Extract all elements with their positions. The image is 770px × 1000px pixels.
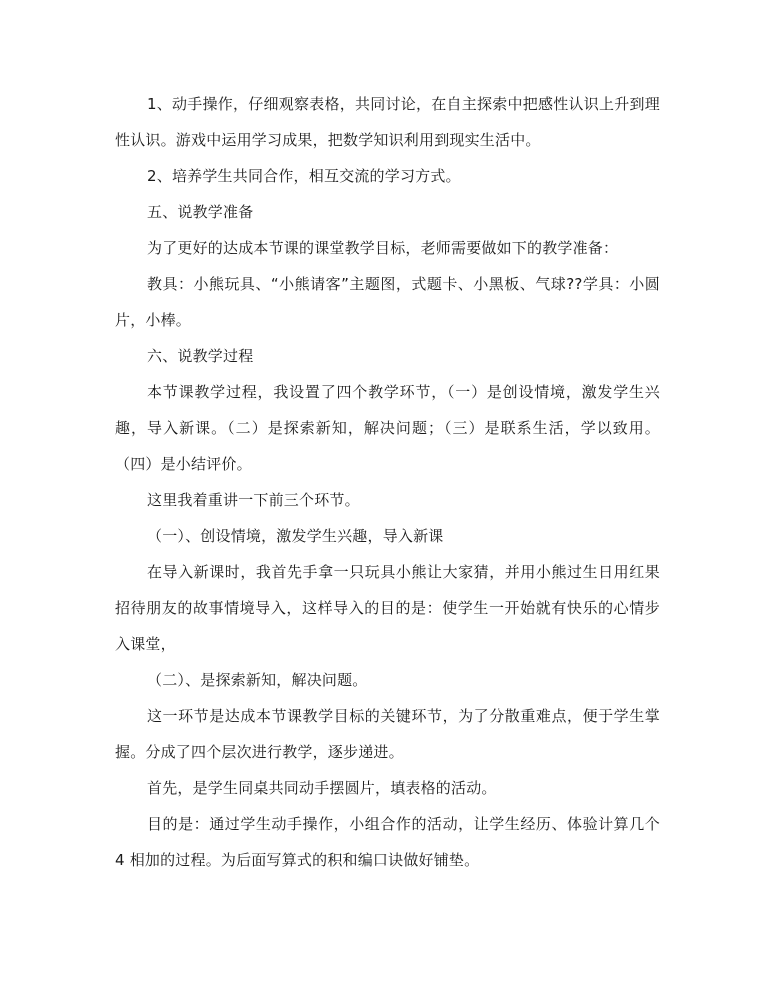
paragraph-objective-2: 2、培养学生共同合作，相互交流的学习方式。 bbox=[147, 167, 461, 185]
paragraph-section-one: 在导入新课时，我首先手拿一只玩具小熊让大家猜，并用小熊过生日用红果招待朋友的故事情境导入，这样导入的目的是：使学生一开始就有快乐的心情步入课堂， bbox=[115, 563, 660, 653]
paragraph-objective-1: 1、动手操作，仔细观察表格，共同讨论，在自主探索中把感性认识上升到理性认识。游戏中运用学习成果，把数学知识利用到现实生活中。 bbox=[115, 95, 660, 149]
paragraph-focus-note: 这里我着重讲一下前三个环节。 bbox=[147, 491, 360, 509]
heading-teaching-process: 六、说教学过程 bbox=[147, 347, 254, 365]
paragraph-section-two: 这一环节是达成本节课教学目标的关键环节，为了分散重难点，便于学生掌握。分成了四个层次进行教学，逐步递进。 bbox=[115, 707, 660, 761]
paragraph-preparation-intro: 为了更好的达成本节课的课堂教学目标，老师需要做如下的教学准备： bbox=[147, 239, 619, 257]
paragraph-teaching-aids: 教具：小熊玩具、“小熊请客”主题图，式题卡、小黑板、气球??学具：小圆片，小棒。 bbox=[115, 275, 660, 329]
heading-section-one: （一）、创设情境，激发学生兴趣，导入新课 bbox=[147, 527, 444, 545]
paragraph-process-overview: 本节课教学过程，我设置了四个教学环节，（一）是创设情境，激发学生兴趣，导入新课。（二）是探索新知，解决问题；（三）是联系生活，学以致用。（四）是小结评价。 bbox=[115, 383, 660, 473]
heading-teaching-preparation: 五、说教学准备 bbox=[147, 203, 254, 221]
paragraph-step-first: 首先，是学生同桌共同动手摆圆片，填表格的活动。 bbox=[147, 779, 497, 797]
document-body bbox=[115, 86, 660, 878]
paragraph-step-purpose: 目的是：通过学生动手操作，小组合作的活动，让学生经历、体验计算几个 4 相加的过程。为后面写算式的积和编口诀做好铺垫。 bbox=[115, 815, 660, 869]
heading-section-two: （二）、是探索新知，解决问题。 bbox=[147, 671, 368, 689]
